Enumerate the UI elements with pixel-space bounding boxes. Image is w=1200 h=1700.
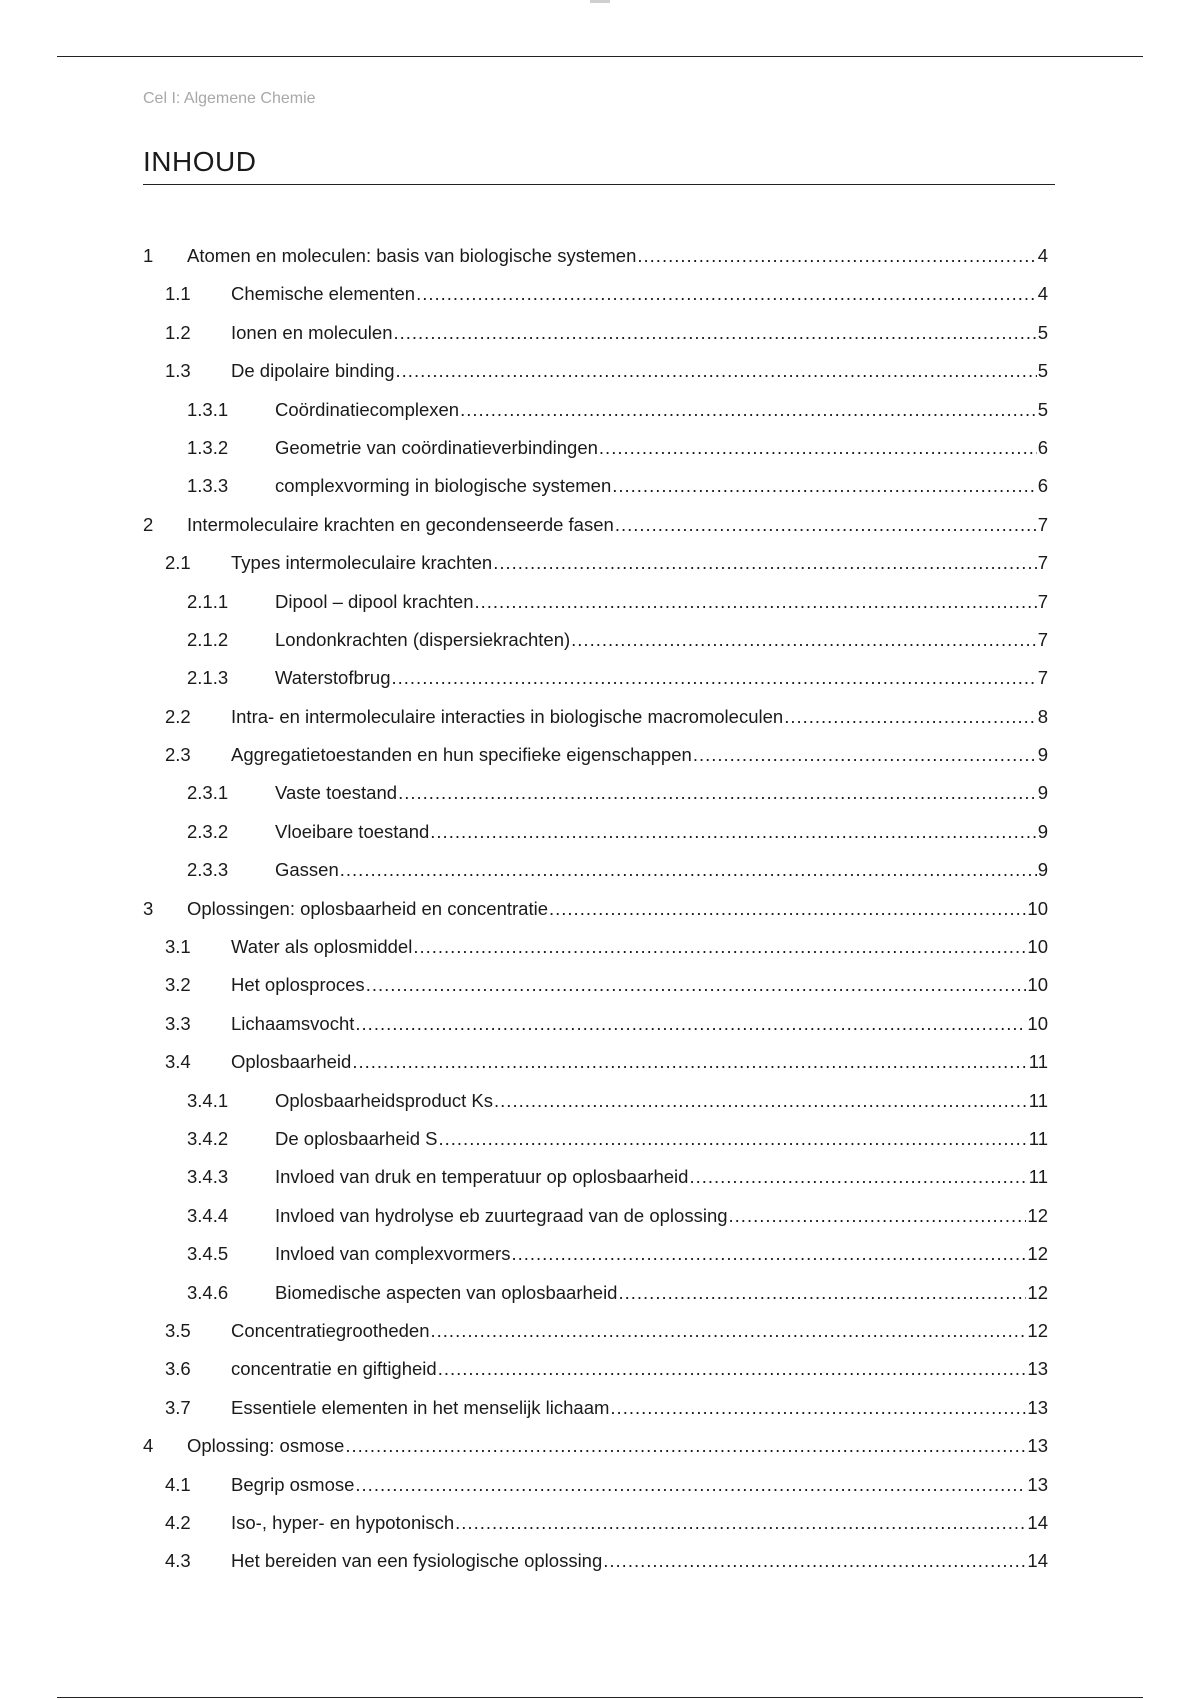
toc-dot-leader	[618, 1282, 1026, 1304]
toc-entry-page: 9	[1037, 820, 1048, 842]
toc-entry-page: 11	[1028, 1089, 1048, 1111]
toc-entry-page: 8	[1037, 705, 1048, 727]
toc-entry[interactable]	[143, 399, 1048, 437]
toc-dot-leader	[511, 1243, 1026, 1265]
toc-entry[interactable]	[143, 1090, 1048, 1128]
toc-dot-leader	[413, 936, 1026, 958]
toc-dot-leader	[494, 1090, 1028, 1112]
toc-entry-title: Types intermoleculaire krachten	[231, 552, 493, 574]
toc-entry-title: Dipool – dipool krachten	[275, 590, 474, 612]
toc-entry-title: De dipolaire binding	[231, 360, 395, 382]
toc-entry-number: 3.4.3	[187, 1166, 229, 1188]
toc-entry-number: 2.3.1	[187, 782, 229, 804]
toc-entry-title: De oplosbaarheid S	[275, 1127, 438, 1149]
toc-entry[interactable]	[143, 591, 1048, 629]
toc-entry-page: 11	[1028, 1166, 1048, 1188]
toc-entry-title: Het oplosproces	[231, 974, 365, 996]
toc-entry-page: 10	[1027, 1012, 1048, 1034]
toc-entry-page: 7	[1037, 667, 1048, 689]
toc-entry-title: Iso-, hyper- en hypotonisch	[231, 1511, 455, 1533]
toc-dot-leader	[340, 859, 1037, 881]
toc-entry-title: Concentratiegrootheden	[231, 1319, 430, 1341]
toc-entry[interactable]	[143, 1013, 1048, 1051]
toc-dot-leader	[455, 1512, 1026, 1534]
toc-entry[interactable]	[143, 629, 1048, 667]
toc-entry-page: 6	[1037, 475, 1048, 497]
toc-entry-title: Oplossing: osmose	[187, 1435, 345, 1457]
toc-entry-number: 1.3.2	[187, 436, 229, 458]
toc-entry[interactable]	[143, 552, 1048, 590]
toc-entry[interactable]	[143, 706, 1048, 744]
toc-entry-page: 7	[1037, 590, 1048, 612]
toc-heading: INHOUD	[143, 146, 257, 177]
toc-entry[interactable]	[143, 1512, 1048, 1550]
toc-entry-title: Gassen	[275, 859, 339, 881]
toc-entry-number: 4.1	[165, 1473, 191, 1495]
toc-entry-number: 2.1	[165, 552, 191, 574]
toc-entry-page: 5	[1037, 360, 1048, 382]
toc-entry-title: Atomen en moleculen: basis van biologische systemen	[187, 245, 637, 266]
toc-entry-page: 14	[1027, 1550, 1048, 1572]
toc-entry-title: Intra- en intermoleculaire interacties in biologische macromoleculen	[231, 705, 784, 727]
toc-entry-title: Ionen en moleculen	[231, 321, 393, 343]
toc-entry-number: 1.3.3	[187, 475, 229, 497]
toc-dot-leader	[352, 1051, 1027, 1073]
toc-dot-leader	[416, 283, 1037, 305]
toc-entry-page: 6	[1037, 436, 1048, 458]
toc-entry-number: 3.4.1	[187, 1089, 229, 1111]
toc-entry-number: 1.2	[165, 321, 191, 343]
toc-dot-leader	[366, 974, 1027, 996]
table-of-contents	[143, 245, 1048, 1589]
toc-entry-title: Chemische elementen	[231, 283, 416, 305]
toc-entry-title: Lichaamsvocht	[231, 1012, 355, 1034]
toc-entry-title: Oplosbaarheid	[231, 1051, 352, 1073]
toc-dot-leader	[615, 514, 1037, 536]
toc-dot-leader	[460, 399, 1037, 421]
toc-entry-title: Invloed van druk en temperatuur op oplosbaarheid	[275, 1166, 689, 1188]
toc-entry-title: Invloed van complexvormers	[275, 1243, 511, 1265]
toc-dot-leader	[398, 782, 1037, 804]
toc-dot-leader	[603, 1550, 1026, 1572]
toc-dot-leader	[430, 821, 1036, 843]
toc-entry-number: 3.4	[165, 1051, 191, 1073]
toc-entry-number: 3.7	[165, 1396, 191, 1418]
toc-dot-leader	[784, 706, 1037, 728]
toc-entry-page: 9	[1037, 859, 1048, 881]
toc-entry[interactable]	[143, 1320, 1048, 1358]
toc-entry-number: 4	[143, 1435, 154, 1457]
toc-entry[interactable]	[143, 898, 1048, 936]
toc-entry-number: 2.1.1	[187, 590, 229, 612]
toc-entry-title: Waterstofbrug	[275, 667, 391, 689]
toc-entry-title: complexvorming in biologische systemen	[275, 475, 612, 497]
toc-entry[interactable]	[143, 1166, 1048, 1204]
toc-entry-page: 10	[1027, 936, 1048, 958]
toc-entry[interactable]	[143, 1243, 1048, 1281]
toc-entry-title: Begrip osmose	[231, 1473, 355, 1495]
toc-entry[interactable]	[143, 1397, 1048, 1435]
toc-entry-title: Biomedische aspecten van oplosbaarheid	[275, 1281, 618, 1303]
toc-entry[interactable]	[143, 1051, 1048, 1089]
toc-entry-number: 2.3	[165, 744, 191, 766]
toc-entry-title: Aggregatietoestanden en hun specifieke eigenschappen	[231, 744, 692, 766]
toc-entry-page: 5	[1037, 321, 1048, 343]
toc-entry[interactable]	[143, 1205, 1048, 1243]
toc-entry[interactable]	[143, 1550, 1048, 1588]
toc-entry[interactable]	[143, 1435, 1048, 1473]
toc-entry-number: 1.1	[165, 283, 191, 305]
toc-entry-title: Londonkrachten (dispersiekrachten)	[275, 628, 571, 650]
toc-entry-number: 4.2	[165, 1511, 191, 1533]
toc-entry-page: 12	[1027, 1243, 1048, 1265]
toc-dot-leader	[355, 1013, 1026, 1035]
toc-dot-leader	[431, 1320, 1027, 1342]
toc-entry[interactable]	[143, 859, 1048, 897]
toc-dot-leader	[729, 1205, 1027, 1227]
toc-entry-title: Vloeibare toestand	[275, 820, 430, 842]
toc-dot-leader	[612, 475, 1036, 497]
toc-entry-number: 3.3	[165, 1012, 191, 1034]
page-bottom-rule	[57, 1697, 1143, 1698]
toc-entry[interactable]	[143, 360, 1048, 398]
toc-title-block	[143, 146, 1055, 185]
toc-entry-number: 2.2	[165, 705, 191, 727]
toc-entry-number: 2.3.2	[187, 820, 229, 842]
toc-entry[interactable]	[143, 475, 1048, 513]
toc-entry[interactable]	[143, 514, 1048, 552]
toc-entry-title: Intermoleculaire krachten en gecondenseerde fasen	[187, 513, 614, 535]
toc-entry-number: 1.3.1	[187, 398, 229, 420]
toc-entry[interactable]	[143, 667, 1048, 705]
toc-entry-number: 3.4.5	[187, 1243, 229, 1265]
toc-entry-number: 3.4.6	[187, 1281, 229, 1303]
toc-dot-leader	[475, 591, 1037, 613]
toc-entry-number: 3.2	[165, 974, 191, 996]
toc-dot-leader	[438, 1358, 1027, 1380]
toc-entry[interactable]	[143, 744, 1048, 782]
toc-dot-leader	[392, 667, 1037, 689]
running-header: Cel I: Algemene Chemie	[143, 90, 316, 107]
toc-dot-leader	[599, 437, 1037, 459]
toc-entry-page: 5	[1037, 398, 1048, 420]
toc-entry-page: 4	[1037, 283, 1048, 305]
toc-entry-title: Oplossingen: oplosbaarheid en concentratie	[187, 897, 548, 919]
toc-entry-title: Het bereiden van een fysiologische oplossing	[231, 1550, 603, 1572]
toc-entry[interactable]	[143, 1282, 1048, 1320]
toc-entry-number: 3.4.2	[187, 1127, 229, 1149]
toc-entry-title: Oplosbaarheidsproduct Ks	[275, 1089, 494, 1111]
toc-entry-page: 10	[1027, 897, 1048, 919]
toc-dot-leader	[355, 1474, 1026, 1496]
toc-entry[interactable]	[143, 1474, 1048, 1512]
toc-entry-page: 9	[1037, 782, 1048, 804]
toc-entry-title: Invloed van hydrolyse eb zuurtegraad van de oplossing	[275, 1204, 728, 1226]
toc-entry[interactable]	[143, 821, 1048, 859]
toc-entry-number: 3.6	[165, 1358, 191, 1380]
toc-entry[interactable]	[143, 437, 1048, 475]
toc-entry-number: 1.3	[165, 360, 191, 382]
toc-entry-title: Essentiele elementen in het menselijk lichaam	[231, 1396, 610, 1418]
toc-dot-leader	[610, 1397, 1026, 1419]
toc-dot-leader	[393, 322, 1036, 344]
toc-entry-page: 11	[1028, 1127, 1048, 1149]
toc-entry-title: Water als oplosmiddel	[231, 936, 413, 958]
toc-entry-page: 7	[1037, 628, 1048, 650]
toc-entry-page: 7	[1037, 552, 1048, 574]
toc-entry-title: concentratie en giftigheid	[231, 1358, 437, 1380]
toc-entry-page: 13	[1027, 1396, 1048, 1418]
toc-dot-leader	[637, 245, 1036, 267]
toc-dot-leader	[549, 898, 1026, 920]
toc-dot-leader	[693, 744, 1037, 766]
toc-entry[interactable]	[143, 1128, 1048, 1166]
toc-entry-number: 3.5	[165, 1319, 191, 1341]
toc-entry[interactable]	[143, 1358, 1048, 1396]
toc-entry-number: 3.4.4	[187, 1204, 229, 1226]
toc-entry-page: 10	[1027, 974, 1048, 996]
toc-dot-leader	[493, 552, 1037, 574]
toc-entry-number: 2.3.3	[187, 859, 229, 881]
toc-dot-leader	[439, 1128, 1028, 1150]
toc-entry-page: 12	[1027, 1281, 1048, 1303]
page-top-rule	[57, 56, 1143, 57]
toc-entry[interactable]	[143, 974, 1048, 1012]
toc-entry-title: Geometrie van coördinatieverbindingen	[275, 436, 598, 458]
toc-entry-title: Vaste toestand	[275, 782, 398, 804]
toc-entry-number: 3	[143, 897, 154, 919]
toc-entry-number: 2.1.3	[187, 667, 229, 689]
toc-entry-number: 2	[143, 513, 154, 535]
toc-entry-page: 14	[1027, 1511, 1048, 1533]
toc-entry-page: 9	[1037, 744, 1048, 766]
toc-entry-number: 1	[143, 245, 154, 266]
toc-entry[interactable]	[143, 283, 1048, 321]
toc-dot-leader	[689, 1166, 1027, 1188]
toc-entry-number: 2.1.2	[187, 628, 229, 650]
toc-dot-leader	[396, 360, 1037, 382]
toc-entry-page: 12	[1027, 1204, 1048, 1226]
toc-entry[interactable]	[143, 245, 1048, 283]
toc-dot-leader	[345, 1435, 1026, 1457]
toc-entry-page: 13	[1027, 1358, 1048, 1380]
toc-entry-page: 13	[1027, 1435, 1048, 1457]
toc-entry-page: 4	[1037, 245, 1048, 266]
toc-entry[interactable]	[143, 936, 1048, 974]
toc-entry-number: 4.3	[165, 1550, 191, 1572]
toc-entry[interactable]	[143, 782, 1048, 820]
toc-entry[interactable]	[143, 322, 1048, 360]
toc-dot-leader	[571, 629, 1037, 651]
toc-entry-page: 7	[1037, 513, 1048, 535]
toc-entry-title: Coördinatiecomplexen	[275, 398, 460, 420]
toc-entry-number: 3.1	[165, 936, 191, 958]
toc-entry-page: 12	[1027, 1319, 1048, 1341]
page-top-marker	[590, 0, 610, 3]
toc-entry-page: 11	[1028, 1051, 1048, 1073]
toc-entry-page: 13	[1027, 1473, 1048, 1495]
